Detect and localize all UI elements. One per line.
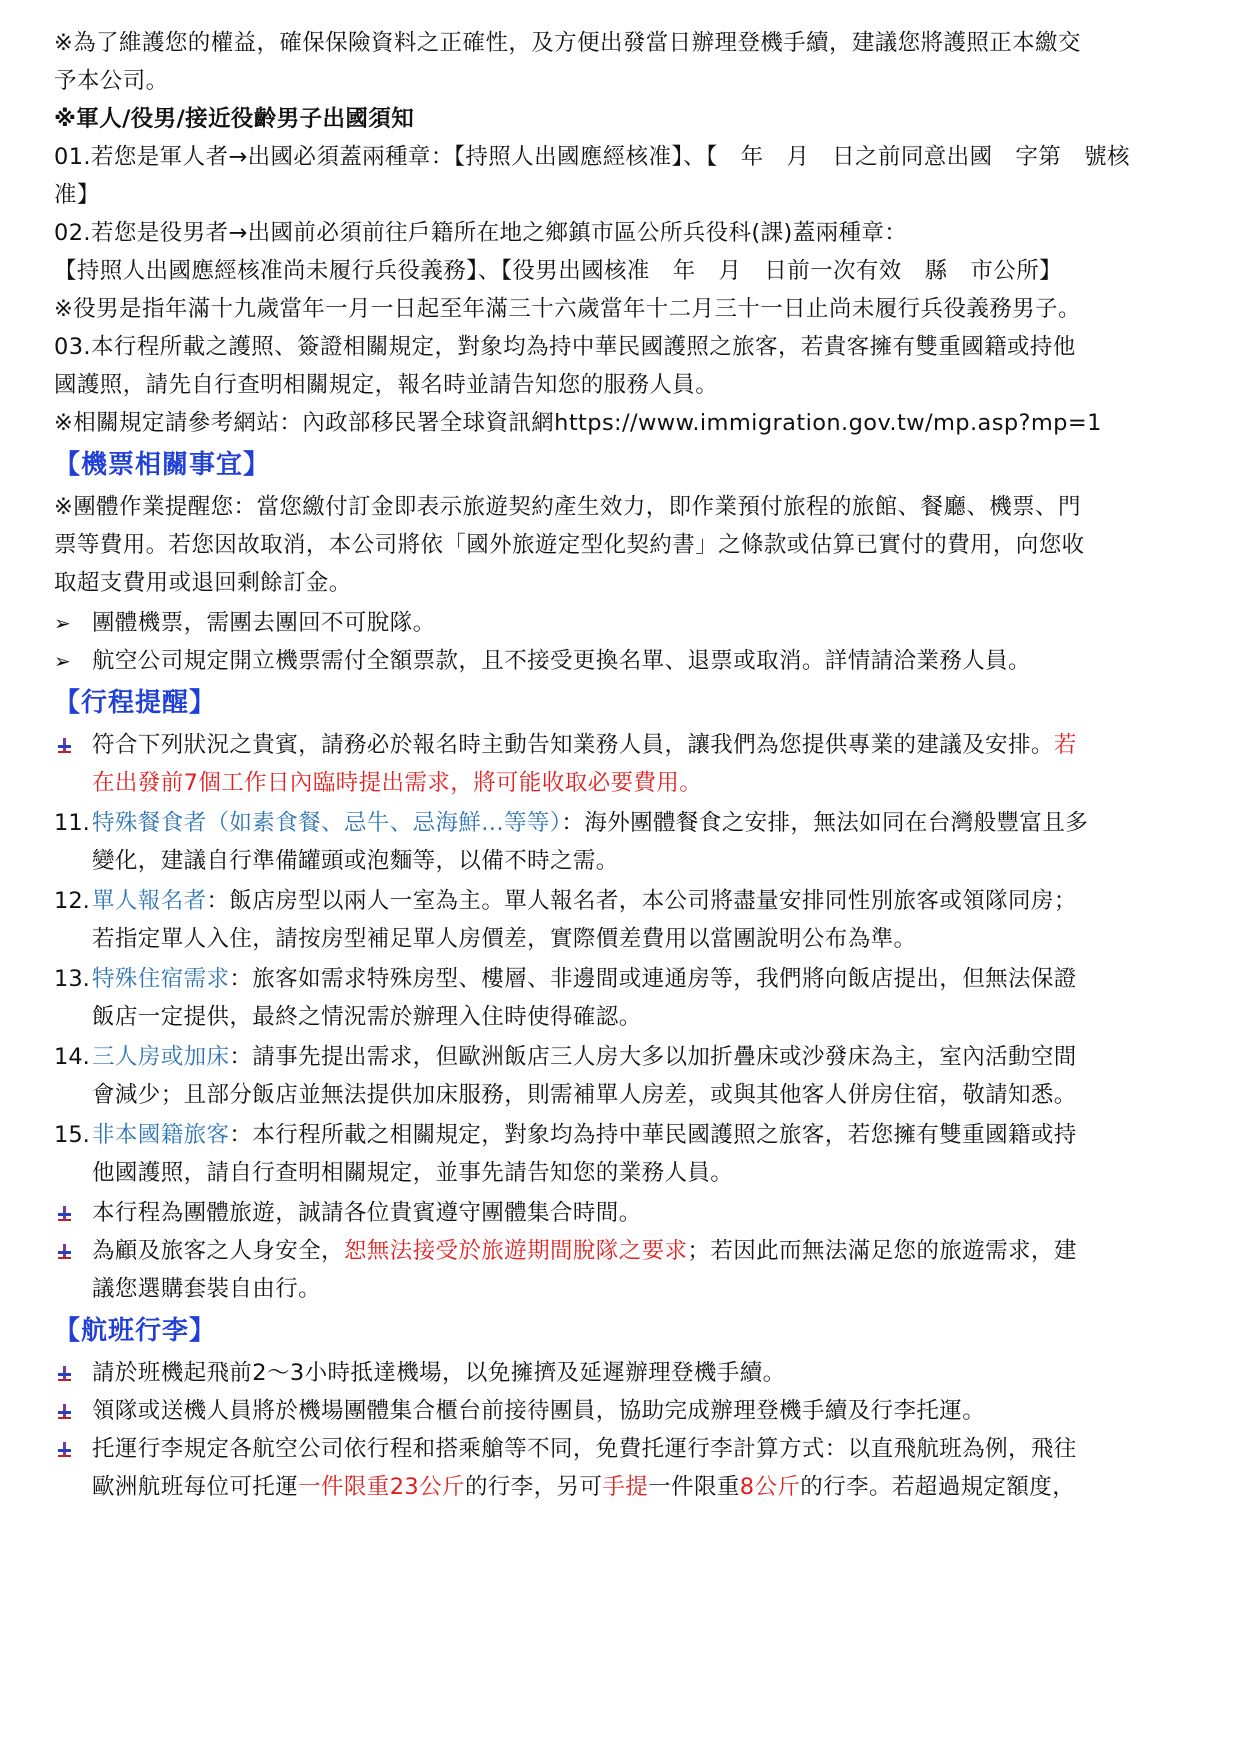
reminder-item-11-cont: 變化，建議自行準備罐頭或泡麵等，以備不時之需。	[92, 848, 619, 874]
arrowhead-bullet-icon: ➢	[54, 611, 71, 635]
reminder-item-14-cont: 會減少；且部分飯店並無法提供加床服務，則需補單人房差，或與其他客人併房住宿，敬請知悉。	[92, 1082, 1077, 1108]
reminder-intro-warning: 在出發前7個工作日內臨時提出需求，將可能收取必要費用。	[92, 770, 703, 796]
section-heading-flight: 【航班行李】	[54, 1316, 217, 1346]
reminder-item-15-cont: 他國護照，請自行查明相關規定，並事先請告知您的業務人員。	[92, 1160, 734, 1186]
item-number: 14.	[54, 1044, 90, 1070]
intro-line: ※為了維護您的權益，確保保險資料之正確性，及方便出發當日辦理登機手續，建議您將護照正本繳交	[54, 30, 1081, 56]
reminder-item-11: 特殊餐食者（如素食餐、忌牛、忌海鮮...等等）：海外團體餐食之安排，無法如同在台灣般豐富且多	[92, 810, 1089, 836]
military-item-2-cont: 【持照人出國應經核准尚未履行兵役義務】、【役男出國核准 年 月 日前一次有效 縣 市公所】	[54, 258, 1063, 284]
military-item-1: 01.若您是軍人者→出國必須蓋兩種章：【持照人出國應經核准】、【 年 月 日之前同意出國 字第 號核	[54, 144, 1130, 170]
flight-bullet: 請於班機起飛前2～3小時抵達機場，以免擁擠及延遲辦理登機手續。	[92, 1360, 786, 1386]
flag-bullet-icon	[54, 1236, 76, 1266]
flag-bullet-icon	[54, 1198, 76, 1228]
flag-bullet-icon	[54, 1358, 76, 1388]
ticket-bullet: 團體機票，需團去團回不可脫隊。	[92, 610, 436, 636]
ticket-paragraph: 取超支費用或退回剩餘訂金。	[54, 570, 352, 596]
reminder-bullet-safety: 為顧及旅客之人身安全，恕無法接受於旅遊期間脫隊之要求；若因此而無法滿足您的旅遊需求，建	[92, 1238, 1077, 1264]
reminder-item-14: 三人房或加床：請事先提出需求，但歐洲飯店三人房大多以加折疊床或沙發床為主，室內活動空間	[92, 1044, 1077, 1070]
ticket-bullet: 航空公司規定開立機票需付全額票款，且不接受更換名單、退票或取消。詳情請洽業務人員。	[92, 648, 1031, 674]
intro-line: 予本公司。	[54, 68, 169, 94]
military-item-3: 03.本行程所載之護照、簽證相關規定，對象均為持中華民國護照之旅客，若貴客擁有雙重國籍或持他	[54, 334, 1076, 360]
reminder-bullet-safety-cont: 議您選購套裝自由行。	[92, 1276, 322, 1302]
item-number: 11.	[54, 810, 90, 836]
item-number: 13.	[54, 966, 90, 992]
arrowhead-bullet-icon: ➢	[54, 649, 71, 673]
military-note: ※役男是指年滿十九歲當年一月一日起至年滿三十六歲當年十二月三十一日止尚未履行兵役義務男子。	[54, 296, 1081, 322]
ticket-paragraph: 票等費用。若您因故取消，本公司將依「國外旅遊定型化契約書」之條款或估算已實付的費用，向您收	[54, 532, 1085, 558]
military-item-3-cont: 國護照，請先自行查明相關規定，報名時並請告知您的服務人員。	[54, 372, 719, 398]
military-heading: ※軍人/役男/接近役齡男子出國須知	[54, 106, 415, 132]
reminder-item-13-cont: 飯店一定提供，最終之情況需於辦理入住時使得確認。	[92, 1004, 642, 1030]
ticket-paragraph: ※團體作業提醒您：當您繳付訂金即表示旅遊契約產生效力，即作業預付旅程的旅館、餐廳、機票、門	[54, 494, 1081, 520]
flag-bullet-icon	[54, 1434, 76, 1464]
military-item-1-cont: 准】	[54, 182, 100, 208]
reminder-item-13: 特殊住宿需求：旅客如需求特殊房型、樓層、非邊間或連通房等，我們將向飯店提出，但無法保證	[92, 966, 1077, 992]
item-number: 15.	[54, 1122, 90, 1148]
flight-bullet-baggage: 托運行李規定各航空公司依行程和搭乘艙等不同，免費托運行李計算方式：以直飛航班為例，飛往	[92, 1436, 1077, 1462]
item-number: 12.	[54, 888, 90, 914]
section-heading-ticket: 【機票相關事宜】	[54, 450, 271, 480]
flight-bullet: 領隊或送機人員將於機場團體集合櫃台前接待團員，協助完成辦理登機手續及行李托運。	[92, 1398, 986, 1424]
reference-line: ※相關規定請參考網站：內政部移民署全球資訊網https://www.immigration.gov.tw/mp.asp?mp=1	[54, 410, 1102, 436]
reminder-item-12-cont: 若指定單人入住，請按房型補足單人房價差，實際價差費用以當團說明公布為準。	[92, 926, 917, 952]
reminder-intro: 符合下列狀況之貴賓，請務必於報名時主動告知業務人員，讓我們為您提供專業的建議及安排。若	[92, 732, 1077, 758]
reminder-item-15: 非本國籍旅客：本行程所載之相關規定，對象均為持中華民國護照之旅客，若您擁有雙重國籍或持	[92, 1122, 1077, 1148]
reminder-item-12: 單人報名者：飯店房型以兩人一室為主。單人報名者，本公司將盡量安排同性別旅客或領隊同房；	[92, 888, 1077, 914]
flag-bullet-icon	[54, 730, 76, 760]
reminder-bullet: 本行程為團體旅遊，誠請各位貴賓遵守團體集合時間。	[92, 1200, 642, 1226]
flight-bullet-baggage-cont: 歐洲航班每位可托運一件限重23公斤的行李，另可手提一件限重8公斤的行李。若超過規定額度，	[92, 1474, 1076, 1500]
flag-bullet-icon	[54, 1396, 76, 1426]
section-heading-reminder: 【行程提醒】	[54, 688, 217, 718]
military-item-2: 02.若您是役男者→出國前必須前往戶籍所在地之鄉鎮市區公所兵役科(課)蓋兩種章：	[54, 220, 908, 246]
